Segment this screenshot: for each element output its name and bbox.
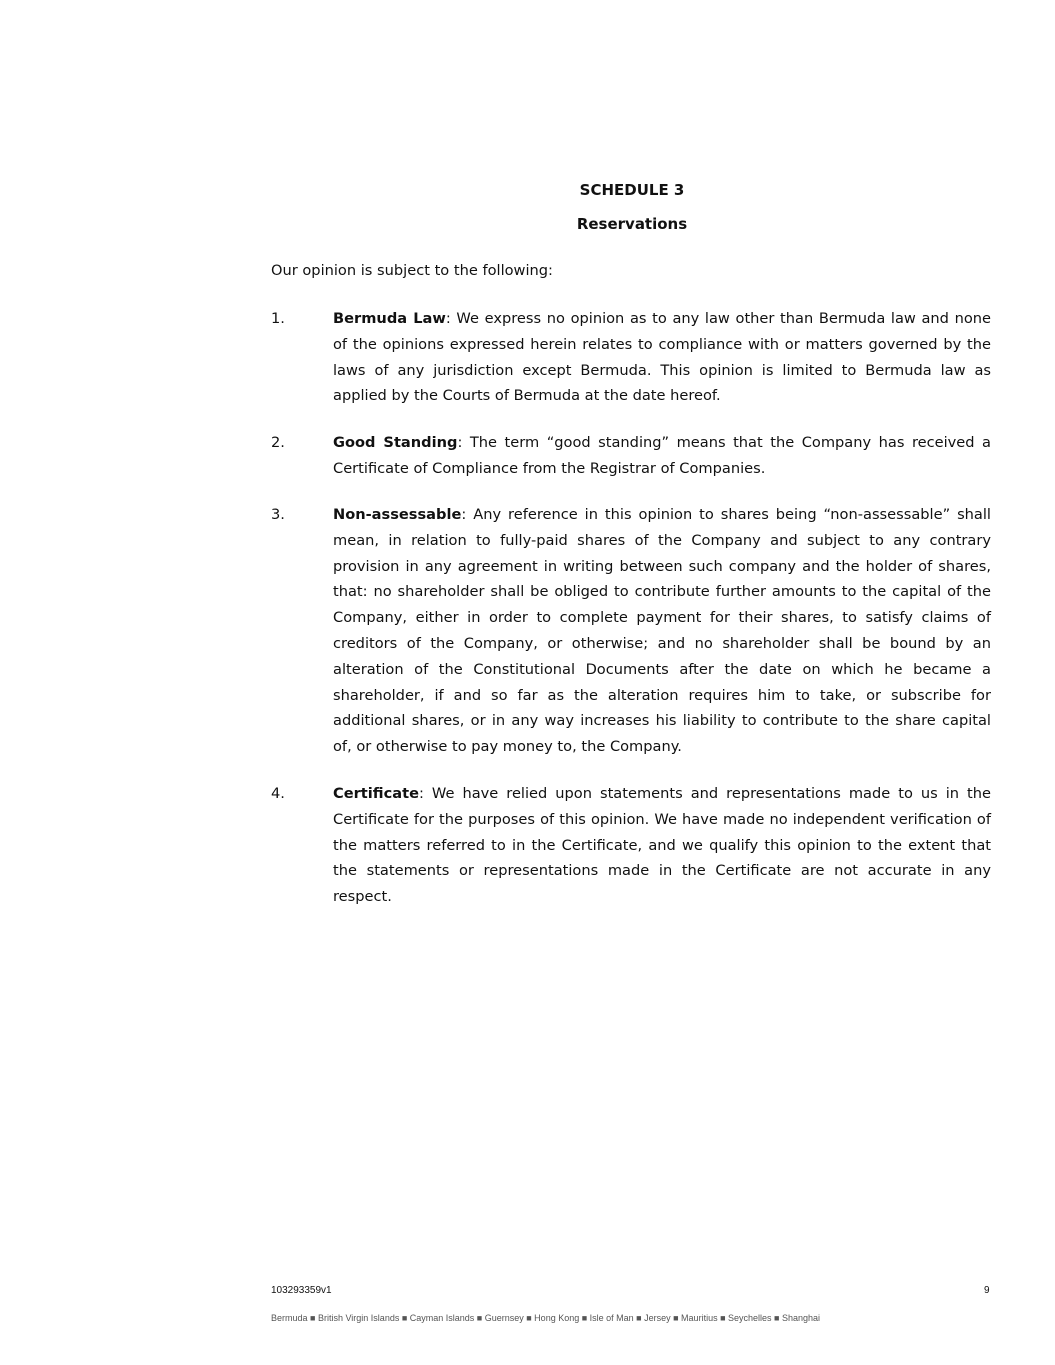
reservation-item — [271, 502, 991, 760]
item-number: 2. — [271, 434, 285, 451]
reservation-item — [271, 781, 991, 910]
intro-text: Our opinion is subject to the following: — [271, 262, 553, 279]
item-term: Bermuda Law — [333, 310, 446, 327]
item-number: 1. — [271, 310, 285, 327]
item-text: : We express no opinion as to any law other than Bermuda law and none of the opinions expressed herein relates to compliance with or matters governed by the laws of any jurisdiction except Bermuda. This opinion is limited to Bermuda law as applied by the Courts of Bermuda at the date hereof. — [333, 310, 992, 405]
office-locations: Bermuda ■ British Virgin Islands ■ Cayman Islands ■ Guernsey ■ Hong Kong ■ Isle of Man ■ Jersey ■ Mauritius ■ Seychelles ■ Shanghai — [271, 1313, 820, 1323]
item-term: Good Standing — [333, 434, 458, 451]
item-text: : We have relied upon statements and representations made to us in the Certificate for the purposes of this opinion. We have made no independent verification of the matters referred to in the Certificate, and we qualify this opinion to the extent that the statements or representations made in the Certificate are not accurate in any respect. — [333, 785, 991, 906]
item-term: Certificate — [333, 785, 419, 802]
reservation-item — [271, 430, 991, 482]
document-id: 103293359v1 — [271, 1285, 332, 1296]
item-term: Non-assessable — [333, 506, 462, 523]
item-number: 3. — [271, 506, 285, 523]
page-number: 9 — [984, 1285, 990, 1296]
item-number: 4. — [271, 785, 285, 802]
item-text: : Any reference in this opinion to shares being “non-assessable” shall mean, in relation to fully-paid shares of the Company and subject to any contrary provision in any agreement in writing between such company and the holder of shares, that: no shareholder shall be obliged to contribute further amounts to the capital of the Company, either in order to complete payment for their shares, to satisfy claims of creditors of the Company, or otherwise; and no shareholder shall be bound by an alteration of the Constitutional Documents after the date on which he became a shareholder, if and so far as the alteration requires him to take, or subscribe for additional shares, or in any way increases his liability to contribute to the share capital of, or otherwise to pay money to, the Company. — [333, 506, 991, 756]
schedule-title: SCHEDULE 3 — [579, 181, 685, 199]
reservation-item — [271, 306, 991, 409]
schedule-subtitle: Reservations — [576, 215, 688, 233]
item-text: : The term “good standing” means that the Company has received a Certificate of Compliance from the Registrar of Companies. — [333, 434, 991, 477]
